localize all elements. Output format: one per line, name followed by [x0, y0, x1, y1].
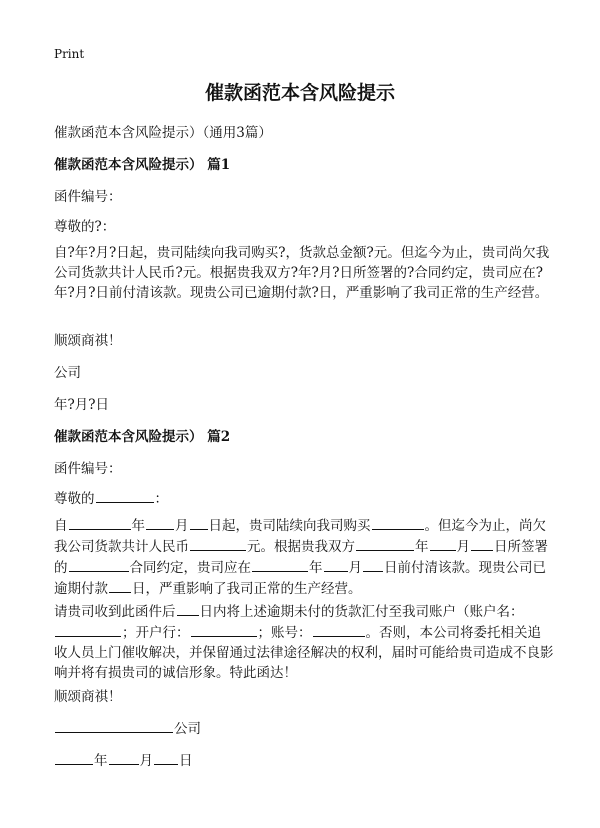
article-1-letter-no: 函件编号： — [54, 189, 122, 205]
article-2-paragraph-1: 自 年 月 日起，贵司陆续向我司购买 。但迄今为止，尚欠 我公司货款共计人民币 元。根据贵我双方 年 月 日所签署 的 合同约定，贵司应在 年 月 日前付清该款。现贵公司已 逾期付款 日，严重影响了我司正常的生产经营。 — [54, 515, 554, 599]
article-1-date: 年?月?日 — [54, 397, 109, 413]
article-2-salutation: 尊敬的 ： — [54, 487, 168, 507]
article-2-date: 年 月 日 — [54, 749, 193, 769]
document-subtitle: 催款函范本含风险提示）（通用3篇） — [54, 125, 272, 141]
article-2-letter-no: 函件编号： — [54, 461, 122, 477]
article-1-heading: 催款函范本含风险提示） 篇1 — [54, 157, 231, 173]
blank-field — [96, 488, 154, 503]
company-blank — [55, 718, 173, 733]
article-2-closing: 顺颂商祺！ — [54, 689, 122, 705]
article-2-company: 公司 — [54, 717, 201, 737]
article-1-closing: 顺颂商祺！ — [54, 333, 122, 349]
article-1-body: 自?年?月?日起，贵司陆续向我司购买?，货款总金额?元。但迄今为止，贵司尚欠我公司货款共计人民币?元。根据贵我双方?年?月?日所签署的?合同约定，贵司应在?年?月?日前付清该款。现贵公司已逾期付款?日，严重影响了我司正常的生产经营。 — [54, 245, 550, 301]
article-2-paragraph-2: 请贵司收到此函件后 日内将上述逾期未付的货款汇付至我司账户（账户名： ；开户行： ；账号： 。否则，本公司将委托相关追 收人员上门催收解决，并保留通过法律途径解决的权利，届时可能给贵司造成不良影响并将有损贵司的诚信形象。特此函达！ — [54, 601, 554, 683]
page-title: 催款函范本含风险提示 — [204, 82, 395, 104]
article-1-company: 公司 — [54, 365, 81, 381]
article-1-salutation: 尊敬的?： — [54, 219, 116, 235]
print-label[interactable]: Print — [54, 47, 85, 61]
article-2-heading: 催款函范本含风险提示） 篇2 — [54, 429, 231, 445]
